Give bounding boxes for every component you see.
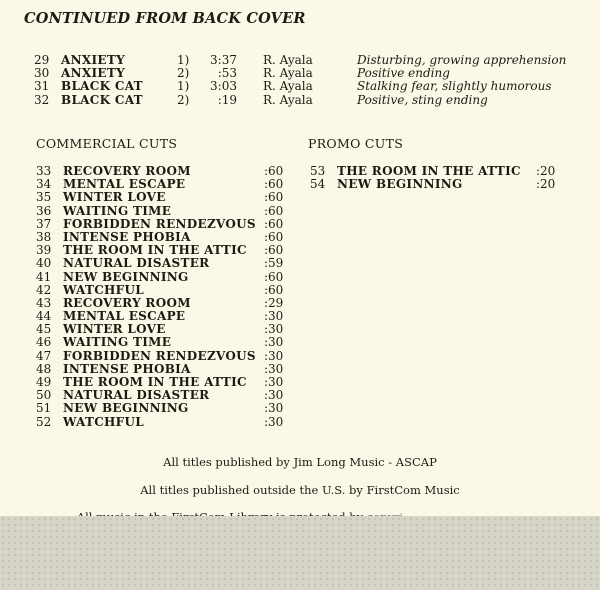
cut-time: :60 [264, 203, 284, 218]
promo-cuts-list [310, 164, 556, 190]
cut-number: 50 [36, 388, 52, 403]
cut-number: 49 [36, 375, 52, 389]
promo-cut-row [310, 164, 556, 177]
cut-title: WATCHFUL [63, 282, 145, 297]
cut-number: 42 [36, 282, 52, 297]
cut-title: RECOVERY ROOM [63, 164, 191, 178]
cut-title: MENTAL ESCAPE [63, 177, 186, 192]
track-time: :19 [217, 92, 237, 107]
cut-time: :30 [264, 309, 284, 324]
cut-title: WINTER LOVE [63, 190, 166, 205]
track-row [34, 93, 574, 106]
track-version: 2) [177, 92, 190, 107]
cut-time: :20 [536, 177, 556, 192]
track-time: 3:37 [210, 53, 237, 67]
cut-time: :60 [264, 243, 284, 258]
commercial-cuts-heading: COMMERCIAL CUTS [36, 136, 178, 151]
promo-cuts-heading: PROMO CUTS [308, 136, 404, 151]
cut-time: :60 [264, 269, 284, 284]
cut-time: :60 [264, 190, 284, 205]
cut-time: :29 [264, 295, 284, 310]
track-composer: R. Ayala [263, 66, 313, 81]
track-description: Disturbing, growing apprehension [357, 53, 567, 67]
track-title: BLACK CAT [61, 92, 143, 107]
cut-number: 33 [36, 164, 52, 178]
cut-title: FORBIDDEN RENDEZVOUS [63, 348, 256, 363]
cut-title: THE ROOM IN THE ATTIC [337, 164, 521, 178]
cut-time: :60 [264, 216, 284, 231]
track-version: 1) [177, 79, 190, 94]
commercial-cuts-list [36, 164, 288, 428]
cut-time: :30 [264, 401, 284, 416]
cut-number: 34 [36, 177, 52, 192]
track-number: 30 [34, 66, 50, 81]
cut-time: :30 [264, 375, 284, 389]
track-version: 2) [177, 66, 190, 81]
commercial-cut-row [36, 335, 288, 348]
cut-title: MENTAL ESCAPE [63, 309, 186, 324]
cut-number: 54 [310, 177, 326, 192]
cut-title: NEW BEGINNING [63, 401, 189, 416]
cut-title: THE ROOM IN THE ATTIC [63, 243, 247, 258]
track-description: Positive, sting ending [357, 92, 488, 107]
cut-time: :30 [264, 361, 284, 376]
cut-time: :60 [264, 164, 284, 178]
cut-number: 40 [36, 256, 52, 271]
commercial-cut-row [36, 415, 288, 428]
cut-time: :60 [264, 177, 284, 192]
cut-title: NEW BEGINNING [63, 269, 189, 284]
cut-time: :30 [264, 348, 284, 363]
cut-title: RECOVERY ROOM [63, 295, 191, 310]
cut-time: :30 [264, 388, 284, 403]
track-composer: R. Ayala [263, 53, 313, 67]
cut-title: NATURAL DISASTER [63, 256, 210, 271]
track-number: 29 [34, 53, 50, 67]
commercial-cut-row [36, 322, 288, 335]
track-row [34, 66, 574, 79]
publisher-line: All titles published by Jim Long Music - ASCAP [163, 455, 437, 469]
track-description: Stalking fear, slightly humorous [357, 79, 552, 94]
cut-number: 39 [36, 243, 52, 258]
cut-time: :60 [264, 282, 284, 297]
track-list [34, 53, 574, 106]
track-title: ANXIETY [61, 53, 125, 67]
commercial-cut-row [36, 243, 288, 256]
cut-number: 45 [36, 322, 52, 337]
track-title: BLACK CAT [61, 79, 143, 94]
cut-number: 47 [36, 348, 52, 363]
cut-time: :30 [264, 414, 284, 429]
track-composer: R. Ayala [263, 79, 313, 94]
cut-title: WATCHFUL [63, 414, 145, 429]
track-title: ANXIETY [61, 66, 125, 81]
cut-number: 43 [36, 295, 52, 310]
track-number: 31 [34, 79, 50, 94]
cut-title: WINTER LOVE [63, 322, 166, 337]
cut-number: 37 [36, 216, 52, 231]
page-header: CONTINUED FROM BACK COVER [24, 10, 306, 27]
cut-title: INTENSE PHOBIA [63, 361, 191, 376]
cut-title: NATURAL DISASTER [63, 388, 210, 403]
track-row [34, 79, 574, 92]
cut-number: 53 [310, 164, 326, 178]
commercial-cut-row [36, 204, 288, 217]
cut-number: 48 [36, 361, 52, 376]
commercial-cut-row [36, 349, 288, 362]
commercial-cut-row [36, 388, 288, 401]
track-number: 32 [34, 92, 50, 107]
promo-cut-row [310, 177, 556, 190]
commercial-cut-row [36, 362, 288, 375]
cut-time: :20 [536, 164, 556, 178]
cut-title: WAITING TIME [63, 203, 172, 218]
track-version: 1) [177, 53, 190, 67]
commercial-cut-row [36, 217, 288, 230]
commercial-cut-row [36, 401, 288, 414]
cut-title: FORBIDDEN RENDEZVOUS [63, 216, 256, 231]
cut-time: :59 [264, 256, 284, 271]
commercial-cut-row [36, 164, 288, 177]
cut-number: 51 [36, 401, 52, 416]
cut-number: 44 [36, 309, 52, 324]
cut-number: 52 [36, 414, 52, 429]
cut-title: NEW BEGINNING [337, 177, 463, 192]
commercial-cut-row [36, 256, 288, 269]
cut-title: THE ROOM IN THE ATTIC [63, 375, 247, 389]
track-composer: R. Ayala [263, 92, 313, 107]
cut-number: 41 [36, 269, 52, 284]
commercial-cut-row [36, 375, 288, 388]
commercial-cut-row [36, 283, 288, 296]
cut-number: 36 [36, 203, 52, 218]
track-time: :53 [217, 66, 237, 81]
foreign-publisher-line: All titles published outside the U.S. by FirstCom Music [140, 483, 460, 497]
commercial-cut-row [36, 270, 288, 283]
cut-time: :30 [264, 322, 284, 337]
commercial-cut-row [36, 309, 288, 322]
cut-time: :30 [264, 335, 284, 350]
track-description: Positive ending [357, 66, 450, 81]
commercial-cut-row [36, 177, 288, 190]
cut-number: 35 [36, 190, 52, 205]
cut-title: INTENSE PHOBIA [63, 229, 191, 244]
commercial-cut-row [36, 296, 288, 309]
track-time: 3:03 [210, 79, 237, 94]
commercial-cut-row [36, 190, 288, 203]
commercial-cut-row [36, 230, 288, 243]
textured-background [0, 516, 600, 590]
track-row [34, 53, 574, 66]
cut-title: WAITING TIME [63, 335, 172, 350]
cut-number: 46 [36, 335, 52, 350]
cut-number: 38 [36, 229, 52, 244]
cut-time: :60 [264, 229, 284, 244]
